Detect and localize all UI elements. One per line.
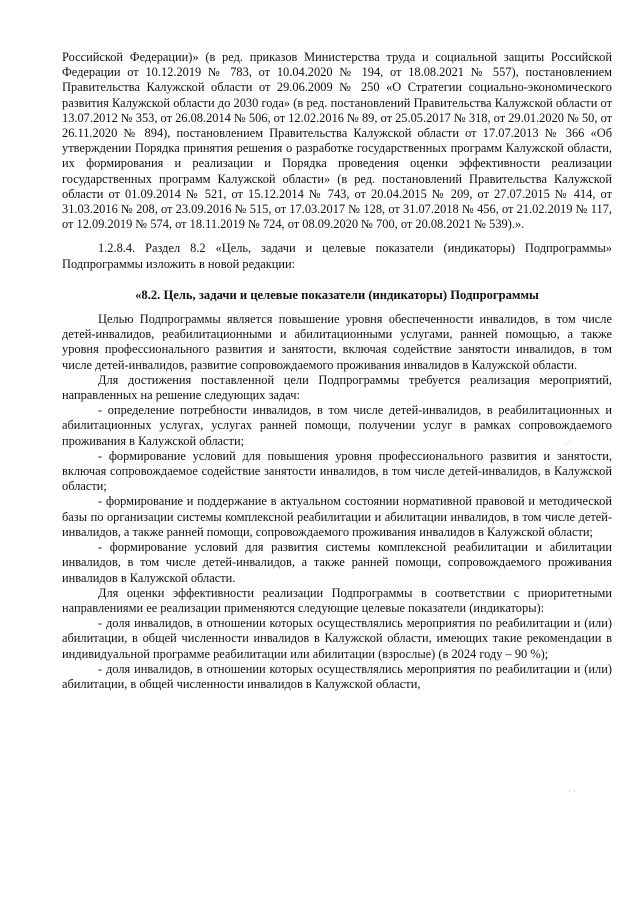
scan-speck: ·˙ <box>565 440 572 449</box>
tasks-intro-paragraph: Для достижения поставленной цели Подпрограммы требуется реализация мероприятий, направленных на решение следующих задач: <box>62 372 612 403</box>
indicator-item: - доля инвалидов, в отношении которых осуществлялись мероприятия по реабилитации и (или) абилитации, в общей численности инвалидов в Калужской области, <box>62 661 612 691</box>
clause-paragraph: 1.2.8.4. Раздел 8.2 «Цель, задачи и целевые показатели (индикаторы) Подпрограммы» Подпрограммы изложить в новой редакции: <box>62 241 612 271</box>
document-body <box>62 50 612 692</box>
indicators-intro-paragraph: Для оценки эффективности реализации Подпрограммы в соответствии с приоритетными направлениями ее реализации применяются следующие целевые показатели (индикаторы): <box>62 585 612 615</box>
task-item: - формирование условий для развития системы комплексной реабилитации и абилитации инвалидов, в том числе детей-инвалидов, а также ранней помощи, сопровождаемого проживания инвалидов в Калужской области. <box>62 540 612 585</box>
scan-speck: · · <box>568 787 576 796</box>
indicator-item: - доля инвалидов, в отношении которых осуществлялись мероприятия по реабилитации и (или) абилитации, в общей численности инвалидов в Калужской области, имеющих такие рекомендации в индивидуальной программе реабилитации или абилитации (взрослые) (в 2024 году – 90 %); <box>62 616 612 661</box>
section-heading: «8.2. Цель, задачи и целевые показатели (индикаторы) Подпрограммы <box>135 287 539 302</box>
goal-paragraph: Целью Подпрограммы является повышение уровня обеспеченности инвалидов, в том числе детей-инвалидов, реабилитационными и абилитационными услугами, ранней помощью, а также уровня профессионального развития и занятости, включая содействие занятости инвалидов, в том числе детей-инвалидов, развитие сопровождаемого проживания инвалидов в Калужской области. <box>62 312 612 372</box>
task-item: - определение потребности инвалидов, в том числе детей-инвалидов, в реабилитационных и абилитационных услугах, услугах ранней помощи, получении услуг в рамках сопровождаемого проживания в Калужской области; <box>62 403 612 448</box>
intro-paragraph: Российской Федерации)» (в ред. приказов Министерства труда и социальной защиты Российской Федерации от 10.12.2019 № 783, от 10.04.2020 № 194, от 18.08.2021 № 557), постановлением Правительства Калужской области от 29.06.2009 № 250 «О Стратегии социально-экономического развития Калужской области до 2030 года» (в ред. постановлений Правительства Калужской области от 13.07.2012 № 353, от 26.08.2014 № 506, от 12.02.2016 № 89, от 25.05.2017 № 318, от 29.01.2020 № 50, от 26.11.2020 № 894), постановлением Правительства Калужской области от 17.07.2013 № 366 «Об утверждении Порядка принятия решения о разработке государственных программ Калужской области, их формирования и реализации и Порядка проведения оценки эффективности реализации государственных программ Калужской области» (в ред. постановлений Правительства Калужской области от 01.09.2014 № 521, от 15.12.2014 № 743, от 20.04.2015 № 209, от 27.07.2015 № 414, от 31.03.2016 № 208, от 23.09.2016 № 515, от 17.03.2017 № 128, от 31.07.2018 № 456, от 21.02.2019 № 117, от 12.09.2019 № 574, от 18.11.2019 № 724, от 08.09.2020 № 700, от 20.08.2021 № 539).». <box>62 50 613 232</box>
task-item: - формирование и поддержание в актуальном состоянии нормативной правовой и методической базы по организации системы комплексной реабилитации и абилитации инвалидов, в том числе детей-инвалидов, а также ранней помощи, сопровождаемого проживания инвалидов в Калужской области; <box>62 494 612 539</box>
task-item: - формирование условий для повышения уровня профессионального развития и занятости, включая сопровождаемое содействие занятости инвалидов, в том числе детей-инвалидов, в Калужской области; <box>62 448 612 494</box>
